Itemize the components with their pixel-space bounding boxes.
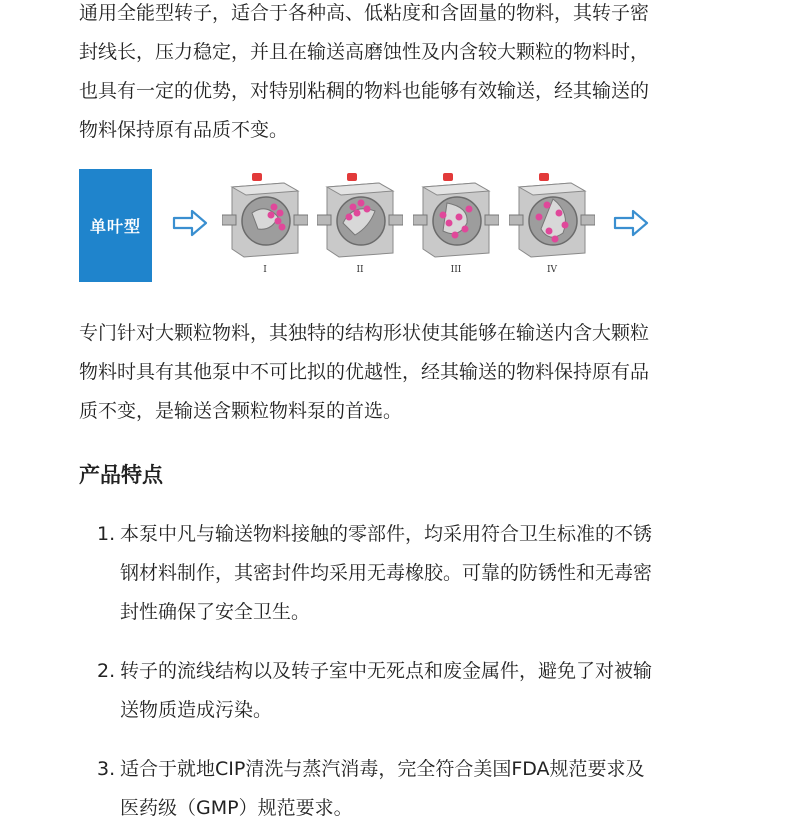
feature-text: 转子的流线结构以及转子室中无死点和废金属件，避免了对被输送物质造成污染。 xyxy=(120,660,653,721)
stage-label: I xyxy=(263,265,267,275)
features-heading: 产品特点 xyxy=(79,463,163,487)
description-paragraph: 专门针对大颗粒物料，其独特的结构形状使其能够在输送内含大颗粒物料时具有其他泵中不可比拟的优越性，经其输送的物料保持原有品质不变，是输送含颗粒物料泵的首选。 xyxy=(79,322,650,422)
pump-stage-1-image xyxy=(222,173,308,263)
stage-label: II xyxy=(356,265,364,275)
feature-list xyxy=(79,750,654,828)
flow-arrow-icon xyxy=(172,209,208,237)
feature-list xyxy=(79,652,654,730)
pump-stage-3-image xyxy=(413,173,499,263)
pump-stage-2-image xyxy=(317,173,403,263)
stage-label: IV xyxy=(546,265,558,275)
feature-item xyxy=(79,652,654,730)
feature-number: 1. xyxy=(97,523,116,545)
feature-item xyxy=(79,515,654,632)
flow-arrow-icon xyxy=(613,209,649,237)
feature-text: 适合于就地CIP清洗与蒸汽消毒，完全符合美国FDA规范要求及医药级（GMP）规范要求。 xyxy=(120,758,645,819)
intro-paragraph: 通用全能型转子，适合于各种高、低粘度和含固量的物料，其转子密封线长，压力稳定，并且在输送高磨蚀性及内含较大颗粒的物料时，也具有一定的优势，对特别粘稠的物料也能够有效输送，经其输送的物料保持原有品质不变。 xyxy=(79,2,650,141)
rotor-type-label: 单叶型 xyxy=(79,169,152,282)
feature-item xyxy=(79,750,654,828)
feature-number: 2. xyxy=(97,660,116,682)
feature-list xyxy=(79,515,654,632)
feature-number: 3. xyxy=(97,758,116,780)
rotor-stages-figure xyxy=(79,169,651,283)
pump-stage-4-image xyxy=(509,173,595,263)
feature-text: 本泵中凡与输送物料接触的零部件，均采用符合卫生标准的不锈钢材料制作，其密封件均采用无毒橡胶。可靠的防锈性和无毒密封性确保了安全卫生。 xyxy=(120,523,653,623)
stage-label: III xyxy=(450,265,462,275)
